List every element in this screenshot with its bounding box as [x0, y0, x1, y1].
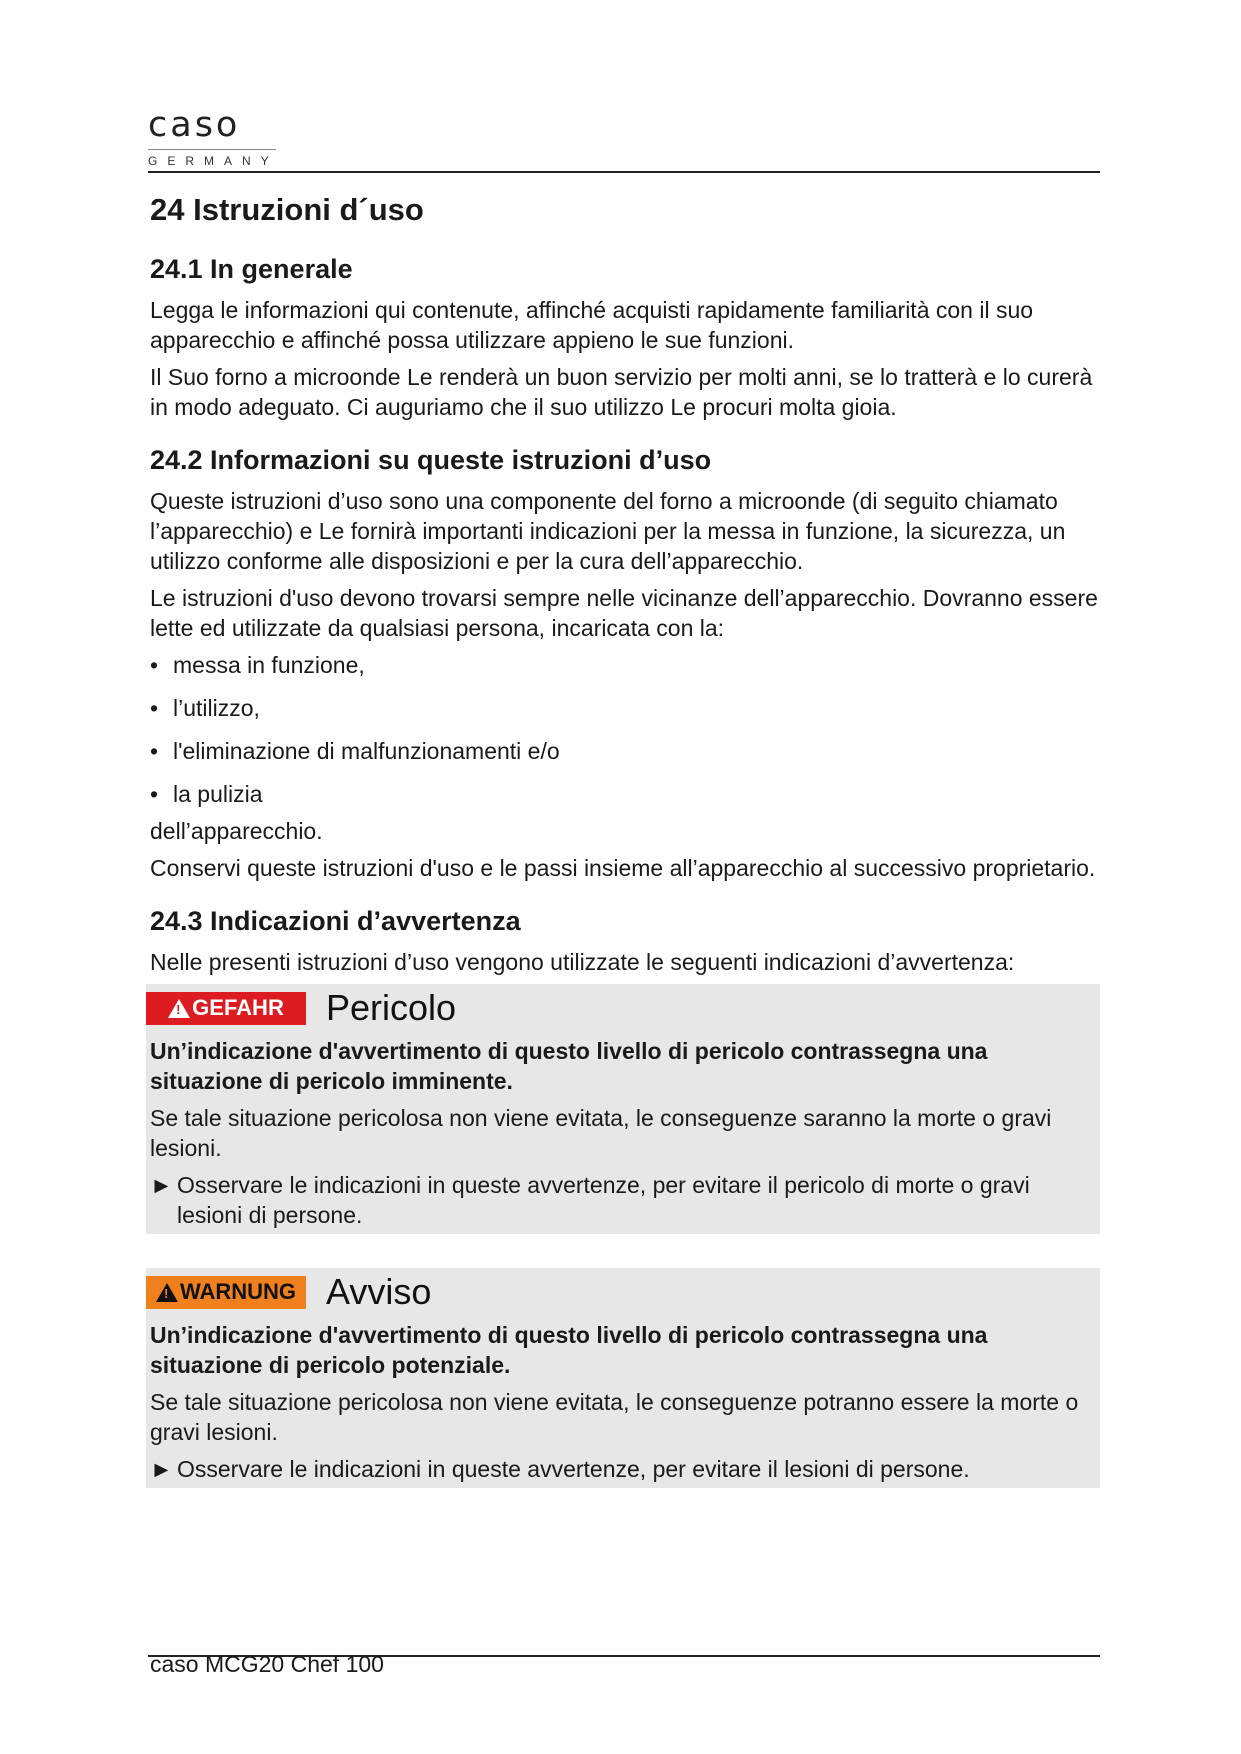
section-heading-about-instructions: 24.2 Informazioni su queste istruzioni d’uso: [150, 445, 712, 475]
warning-box: [146, 1268, 1100, 1488]
warning-box-header: [150, 1268, 1100, 1316]
brand-logo: [148, 105, 279, 168]
about-paragraph-2: Le istruzioni d'uso devono trovarsi sempre nelle vicinanze dell’apparecchio. Dovranno essere lette ed utilizzate da qualsiasi persona, incaricata con la:: [150, 585, 1098, 641]
danger-title: Pericolo: [326, 987, 457, 1028]
warning-action: [150, 1454, 1100, 1484]
warning-bold-text: Un’indicazione d'avvertimento di questo livello di pericolo contrassegna una situazione di pericolo potenziale.: [150, 1322, 988, 1378]
section-heading-general: 24.1 In generale: [150, 254, 353, 284]
list-item: • l’utilizzo,: [150, 693, 1100, 723]
danger-text: Se tale situazione pericolosa non viene evitata, le conseguenze saranno la morte o gravi lesioni.: [150, 1105, 1052, 1161]
warning-triangle-icon: !: [168, 999, 190, 1018]
page-content: [150, 190, 1100, 1488]
logo-wordmark: caso: [148, 105, 241, 145]
arrow-right-icon: ►: [150, 1172, 173, 1198]
warning-text: Se tale situazione pericolosa non viene evitata, le conseguenze potranno essere la morte o gravi lesioni.: [150, 1389, 1079, 1445]
danger-action: [150, 1170, 1100, 1230]
warning-triangle-icon: !: [156, 1283, 178, 1302]
warning-title: Avviso: [326, 1271, 432, 1312]
danger-action-text: Osservare le indicazioni in queste avvertenze, per evitare il pericolo di morte o gravi lesioni di persone.: [177, 1172, 1030, 1228]
arrow-right-icon: ►: [150, 1456, 173, 1482]
about-paragraph-4: Conservi queste istruzioni d'uso e le passi insieme all’apparecchio al successivo proprietario.: [150, 855, 1096, 881]
danger-box-header: [150, 984, 1100, 1032]
general-paragraph-2: Il Suo forno a microonde Le renderà un buon servizio per molti anni, se lo tratterà e lo curerà in modo adeguato. Ci auguriamo che il suo utilizzo Le procuri molta gioia.: [150, 364, 1093, 420]
task-list: [150, 650, 1100, 809]
danger-bold-text: Un’indicazione d'avvertimento di questo livello di pericolo contrassegna una situazione di pericolo imminente.: [150, 1038, 988, 1094]
danger-badge: [146, 992, 306, 1025]
header-rule: [148, 171, 1100, 173]
about-paragraph-3: dell’apparecchio.: [150, 818, 323, 844]
warnings-intro: Nelle presenti istruzioni d’uso vengono utilizzate le seguenti indicazioni d’avvertenza:: [150, 949, 1015, 975]
danger-box: [146, 984, 1100, 1234]
list-item: • l'eliminazione di malfunzionamenti e/o: [150, 736, 1100, 766]
warning-badge: [146, 1276, 306, 1309]
logo-subtext: GERMANY: [148, 149, 276, 168]
chapter-title: 24 Istruzioni d´uso: [150, 192, 424, 227]
about-paragraph-1: Queste istruzioni d’uso sono una componente del forno a microonde (di seguito chiamato l’apparecchio) e Le fornirà importanti indicazioni per la messa in funzione, la sicurezza, un utilizzo conforme alle disposizioni e per la cura dell’apparecchio.: [150, 488, 1066, 574]
warning-action-text: Osservare le indicazioni in queste avvertenze, per evitare il lesioni di persone.: [177, 1456, 970, 1482]
danger-badge-label: GEFAHR: [192, 995, 284, 1020]
list-item: • la pulizia: [150, 779, 1100, 809]
general-paragraph-1: Legga le informazioni qui contenute, affinché acquisti rapidamente familiarità con il suo apparecchio e affinché possa utilizzare appieno le sue funzioni.: [150, 297, 1034, 353]
list-item: • messa in funzione,: [150, 650, 1100, 680]
section-heading-warnings: 24.3 Indicazioni d’avvertenza: [150, 906, 521, 936]
page-footer: caso MCG20 Chef 100: [150, 1651, 384, 1677]
warning-badge-label: WARNUNG: [179, 1279, 297, 1304]
